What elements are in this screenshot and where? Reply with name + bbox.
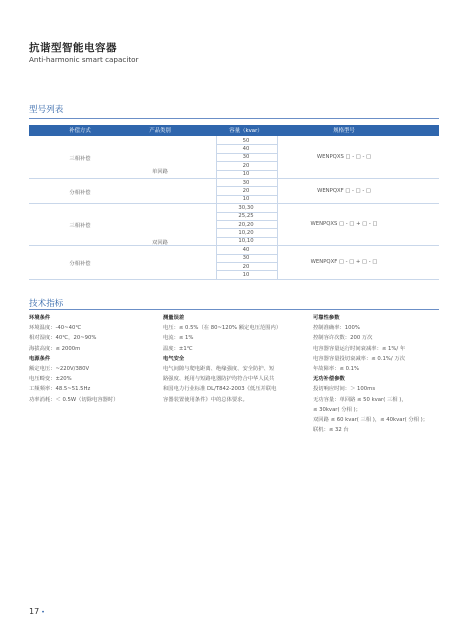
group-divider — [29, 178, 439, 179]
capacity-cell: 20,20 — [238, 221, 254, 228]
capacity-cell: 40 — [242, 145, 250, 152]
models-divider — [29, 118, 439, 119]
spec-subheading: 可靠性参数 — [313, 315, 340, 321]
col-header-category: 产品类别 — [149, 128, 171, 134]
col-header-mode: 补偿方式 — [69, 128, 91, 134]
spec-cell: WENPQXS □ - □ - □ — [316, 154, 372, 160]
spec-line: 相对湿度：40℃，20~90% — [29, 335, 97, 342]
mode-cell: 分相补偿 — [69, 261, 91, 267]
capacity-cell: 30 — [242, 179, 250, 186]
spec-subheading: 环境条件 — [29, 315, 51, 321]
column-divider — [216, 136, 217, 279]
spec-subheading: 无功补偿参数 — [313, 376, 345, 383]
spec-line: 环境温度：-40~40℃ — [29, 325, 82, 332]
capacity-cell: 10 — [242, 196, 250, 203]
spec-line: 路强度、耗用与短路电器防护均符合中华人民共 — [163, 376, 275, 383]
spec-line: 电压畸变：±20% — [29, 376, 72, 383]
spec-cell: WENPQXF □ - □ + □ - □ — [310, 259, 378, 265]
spec-line: 电容器容量运行时间衰减率：≤ 1%/ 年 — [313, 345, 406, 352]
spec-line: 工频频率：48.5~51.5Hz — [29, 386, 91, 393]
spec-cell: WENPQXS □ - □ + □ - □ — [310, 221, 378, 228]
category-cell: 单回路 — [152, 168, 168, 175]
capacity-cell: 30,30 — [238, 204, 254, 211]
spec-line: 联机：≤ 32 台 — [313, 427, 349, 434]
capacity-cell: 40 — [242, 246, 250, 253]
spec-subheading: 测量误差 — [163, 315, 185, 321]
spec-cell: WENPQXF □ - □ - □ — [317, 187, 371, 194]
capacity-cell: 30 — [242, 154, 250, 161]
specs-column-reliability — [313, 313, 453, 435]
spec-line: 控制准确率：100% — [313, 325, 360, 332]
page-number-value: 17 — [29, 607, 40, 616]
specs-heading: 技术指标 — [29, 299, 64, 309]
spec-subheading: 电源条件 — [29, 355, 51, 362]
page-subtitle: Anti-harmonic smart capacitor — [29, 55, 139, 64]
mode-cell: 三相补偿 — [69, 156, 91, 162]
spec-line: 电压：≤ 0.5%（在 80~120% 额定电压范围内） — [163, 325, 282, 332]
mode-cell: 三相补偿 — [69, 223, 91, 230]
capacity-cell: 10,10 — [238, 238, 254, 245]
group-divider — [29, 279, 439, 280]
capacity-cell: 50 — [242, 137, 250, 144]
spec-line: 控制容许次数：200 万次 — [313, 335, 373, 342]
spec-line: 无功容量：单回路 ≤ 50 kvar( 三相 )， — [313, 396, 407, 403]
bullet-icon: • — [41, 609, 45, 616]
col-header-spec: 规格型号 — [333, 128, 355, 134]
page-title: 抗谐型智能电容器 — [29, 42, 117, 54]
page-number — [29, 607, 45, 616]
capacity-cell: 30 — [242, 255, 250, 262]
col-header-capacity: 容量（kvar） — [229, 128, 263, 134]
spec-line: 电流：≤ 1% — [163, 335, 194, 342]
category-cell: 双回路 — [152, 240, 168, 246]
spec-line: 和国电力行业标准 DL/T842-2003《低压并联电 — [163, 386, 277, 393]
capacity-cell: 10 — [242, 271, 250, 278]
models-table-header — [29, 125, 439, 136]
group-divider — [29, 203, 439, 204]
capacity-cell: 10 — [242, 171, 250, 178]
capacity-cell: 20 — [242, 187, 250, 194]
models-heading: 型号列表 — [29, 105, 64, 115]
spec-subheading: 电气安全 — [163, 355, 185, 362]
capacity-cell: 20 — [242, 162, 250, 169]
group-divider — [29, 245, 439, 246]
capacity-cell: 10,20 — [238, 229, 254, 236]
specs-column-environment — [29, 313, 159, 405]
spec-line: 投切响应时间：＞ 100ms — [313, 386, 376, 393]
specs-column-measurement — [163, 313, 313, 405]
spec-line: 功率消耗：＜ 0.5W（切除电容器时） — [29, 396, 119, 403]
capacity-cell: 20 — [242, 263, 250, 270]
spec-line: 电容器容量投切衰减率：≤ 0.1%/ 万次 — [313, 355, 405, 362]
spec-line: 容器装置使用条件》中的总体要求。 — [163, 396, 248, 403]
spec-line: 电气间隙与爬电距离、绝缘强度、安全防护、短 — [163, 366, 275, 373]
mode-cell: 分相补偿 — [69, 189, 91, 196]
spec-line: 年故障率：≤ 0.1% — [313, 366, 360, 373]
spec-line: 额定电压：~220V/380V — [29, 366, 90, 373]
spec-line: 温度：±1℃ — [163, 345, 193, 352]
spec-line: ≤ 30kvar( 分相 )； — [313, 406, 361, 413]
spec-line: 双回路 ≤ 60 kvar( 三相 )，≤ 40kvar( 分相 )； — [313, 417, 429, 424]
spec-line: 海拔高度：≤ 2000m — [29, 345, 81, 352]
specs-divider — [29, 309, 439, 310]
capacity-cell: 25,25 — [238, 213, 254, 220]
column-divider — [277, 136, 278, 279]
